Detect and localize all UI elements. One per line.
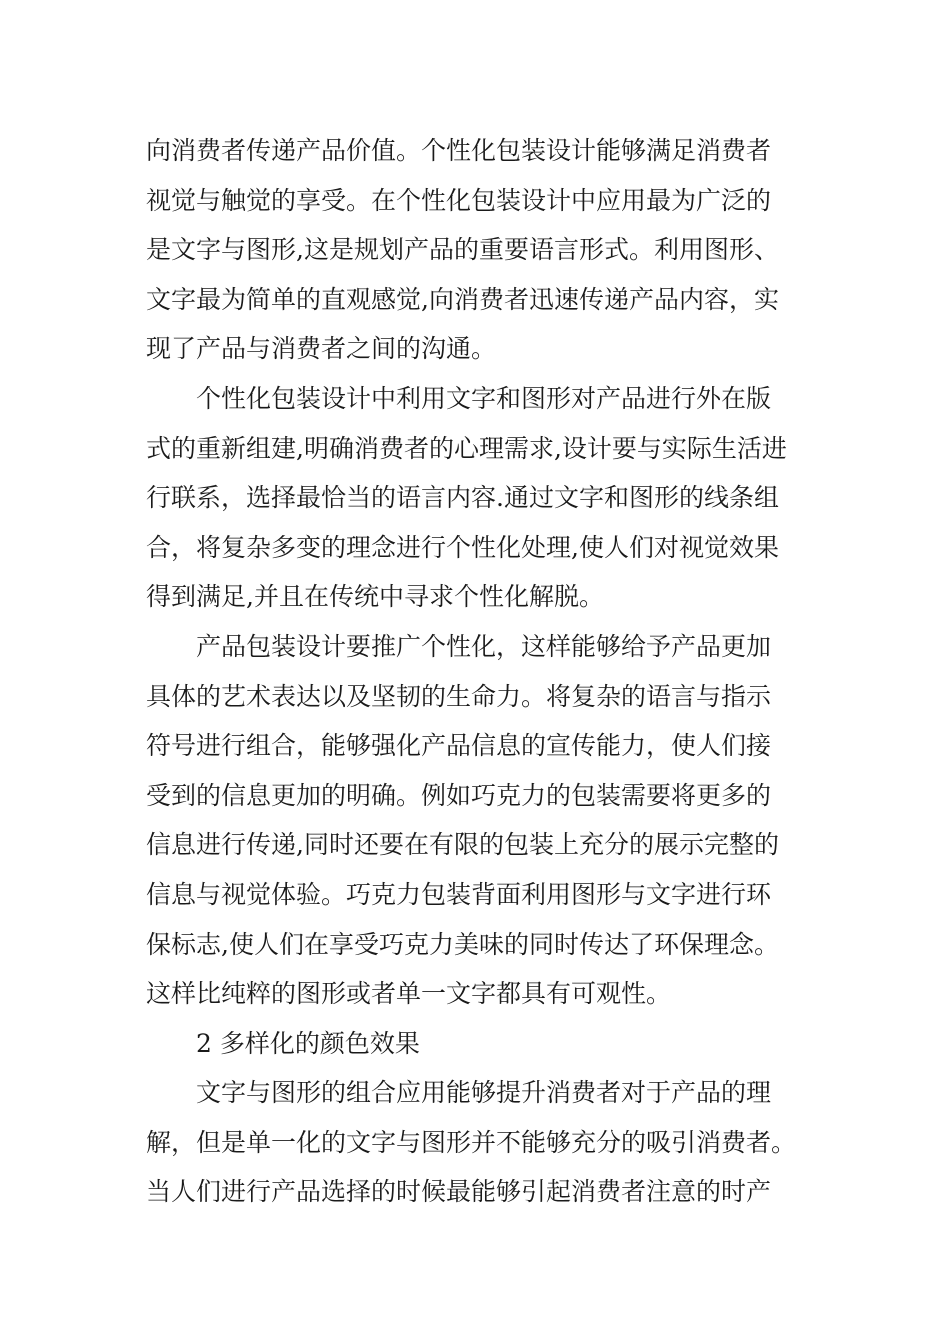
text-line: 2 多样化的颜色效果: [196, 1028, 420, 1058]
text-line: 信息与视觉体验。巧克力包装背面利用图形与文字进行环: [146, 879, 772, 909]
text-line: 行联系，选择最恰当的语言内容.通过文字和图形的线条组: [146, 483, 779, 513]
text-line: 得到满足,并且在传统中寻求个性化解脱。: [146, 582, 604, 612]
text-line: 文字与图形的组合应用能够提升消费者对于产品的理: [196, 1078, 772, 1108]
text-line: 式的重新组建,明确消费者的心理需求,设计要与实际生活进: [146, 433, 787, 463]
text-line: 解，但是单一化的文字与图形并不能够充分的吸引消费者。: [146, 1127, 797, 1157]
document-body: [146, 126, 806, 1217]
text-line: 向消费者传递产品价值。个性化包装设计能够满足消费者: [146, 136, 772, 165]
text-line: 具体的艺术表达以及坚韧的生命力。将复杂的语言与指示: [146, 681, 772, 711]
text-line: 文字最为简单的直观感觉,向消费者迅速传递产品内容，实: [146, 284, 779, 314]
text-line: 产品包装设计要推广个性化，这样能够给予产品更加: [196, 631, 772, 661]
text-line: 合，将复杂多变的理念进行个性化处理,使人们对视觉效果: [146, 532, 779, 562]
text-line: 视觉与触觉的享受。在个性化包装设计中应用最为广泛的: [146, 185, 772, 215]
text-line: 信息进行传递,同时还要在有限的包装上充分的展示完整的: [146, 830, 779, 860]
text-line: 是文字与图形,这是规划产品的重要语言形式。利用图形、: [146, 235, 779, 265]
text-line: 当人们进行产品选择的时候最能够引起消费者注意的时产: [146, 1177, 772, 1207]
text-line: 符号进行组合，能够强化产品信息的宣传能力，使人们接: [146, 731, 772, 761]
text-line: 个性化包装设计中利用文字和图形对产品进行外在版: [196, 383, 772, 413]
text-line: 受到的信息更加的明确。例如巧克力的包装需要将更多的: [146, 780, 772, 810]
text-line: 现了产品与消费者之间的沟通。: [146, 334, 497, 364]
text-line: 这样比纯粹的图形或者单一文字都具有可观性。: [146, 979, 672, 1009]
text-line: 保标志,使人们在享受巧克力美味的同时传达了环保理念。: [146, 929, 779, 959]
